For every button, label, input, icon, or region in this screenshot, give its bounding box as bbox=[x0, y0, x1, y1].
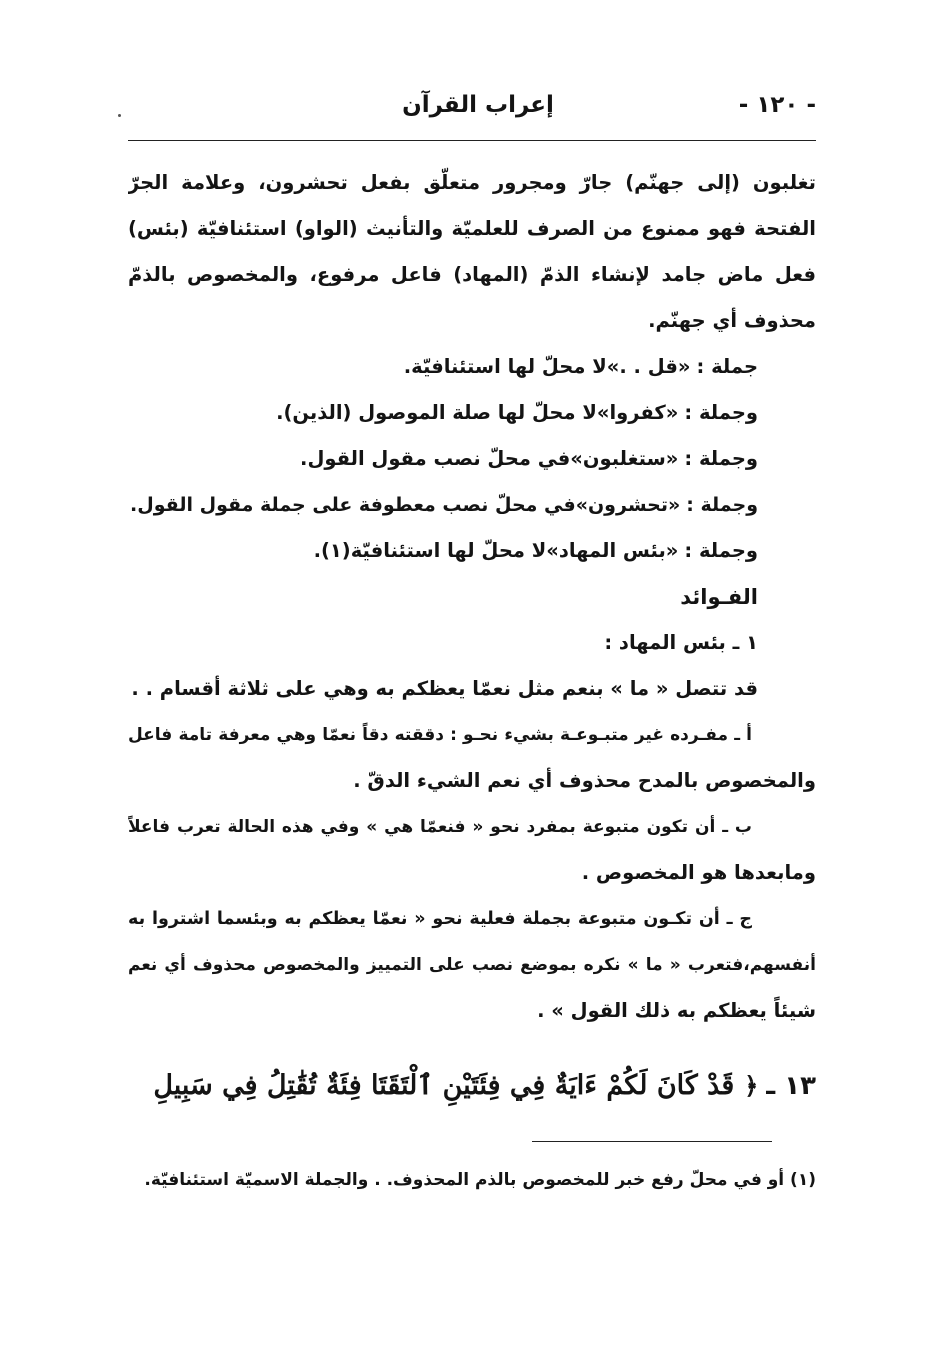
sentence-line bbox=[128, 528, 816, 574]
item-c-line: شيئاً يعظكم به ذلك القول » . bbox=[537, 999, 816, 1022]
scan-speck bbox=[118, 114, 121, 117]
sentence-label: وجملة : bbox=[684, 401, 758, 424]
item-b-line: ب ـ أن تكون متبوعة بمفرد نحو « فنعمّا هي » وفي هذه الحالة تعرب فاعلاً bbox=[128, 817, 752, 837]
item-a-line: والمخصوص بالمدح محذوف أي نعم الشيء الدقّ . bbox=[353, 769, 816, 792]
sentence-line bbox=[128, 436, 816, 482]
paragraph-line: تغلبون (إلى جهنّم) جارّ ومجرور متعلّق بفعل تحشرون، وعلامة الجرّ bbox=[128, 171, 816, 194]
item-c-line: أنفسهم،فتعرب « ما » نكره بموضع نصب على التمييز والمخصوص محذوف أي نعم bbox=[128, 955, 816, 975]
sentence-text: «قل . .»لا محلّ لها استئنافيّة. bbox=[403, 355, 691, 378]
sentence-label: وجملة : bbox=[686, 494, 758, 516]
header-rule bbox=[128, 140, 816, 141]
item-c-line: ج ـ أن تكـون متبوعة بجملة فعلية نحو « نعمّا يعظكم به وبئسما اشتروا به bbox=[128, 909, 752, 929]
fawaid-intro: قد تتصل « ما » بنعم مثل نعمّا يعظكم به وهي على ثلاثة أقسام . . bbox=[131, 677, 758, 700]
sentence-text: «ستغلبون»في محلّ نصب مقول القول. bbox=[300, 447, 679, 470]
fawaid-heading: الفـوائد bbox=[680, 585, 758, 609]
quran-verse bbox=[128, 1058, 816, 1114]
sentence-text: «تحشرون»في محلّ نصب معطوفة على جملة مقول القول. bbox=[130, 494, 681, 516]
sentence-label: وجملة : bbox=[684, 539, 758, 562]
sentence-label: وجملة : bbox=[684, 447, 758, 470]
sentence-text: «بئس المهاد»لا محلّ لها استئنافيّة(١). bbox=[313, 539, 679, 562]
verse-bracket: ﴿ bbox=[744, 1072, 759, 1100]
sentence-text: «كفروا»لا محلّ لها صلة الموصول (الذين). bbox=[276, 401, 679, 424]
sentence-label: جملة : bbox=[696, 355, 758, 378]
sentence-line bbox=[128, 390, 816, 436]
running-title: إعراب القرآن bbox=[402, 92, 554, 118]
paragraph-line: الفتحة فهو ممنوع من الصرف للعلميّة والتأنيث (الواو) استئنافيّة (بئس) bbox=[128, 217, 816, 240]
paragraph-line: فعل ماض جامد لإنشاء الذمّ (المهاد) فاعل مرفوع، والمخصوص بالذمّ bbox=[128, 263, 816, 286]
sentence-line bbox=[128, 482, 816, 528]
item-a-line: أ ـ مفـرده غير متبـوعـة بشيء نحـو : دققته دقاً نعمّا وهي معرفة تامة فاعل bbox=[128, 725, 752, 745]
footnote-rule bbox=[532, 1141, 772, 1142]
page-number: - ١٢٠ - bbox=[738, 92, 816, 118]
page-header bbox=[128, 92, 816, 128]
page-body bbox=[128, 160, 816, 1034]
fawaid-subheading: ١ ـ بئس المهاد : bbox=[604, 631, 758, 654]
footnote: (١) أو في محلّ رفع خبر للمخصوص بالذم المحذوف. . والجملة الاسميّة استئنافيّة. bbox=[144, 1170, 816, 1190]
sentence-line bbox=[128, 344, 816, 390]
verse-text: قَدْ كَانَ لَكُمْ ءَايَةٌ فِي فِئَتَيْنِ ٱلْتَقَتَا فِئَةٌ تُقَٰتِلُ فِي سَبِيلِ bbox=[153, 1070, 735, 1101]
verse-number: ١٣ ـ bbox=[766, 1071, 816, 1101]
paragraph-line: محذوف أي جهنّم. bbox=[648, 309, 816, 332]
item-b-line: ومابعدها هو المخصوص . bbox=[581, 861, 816, 884]
